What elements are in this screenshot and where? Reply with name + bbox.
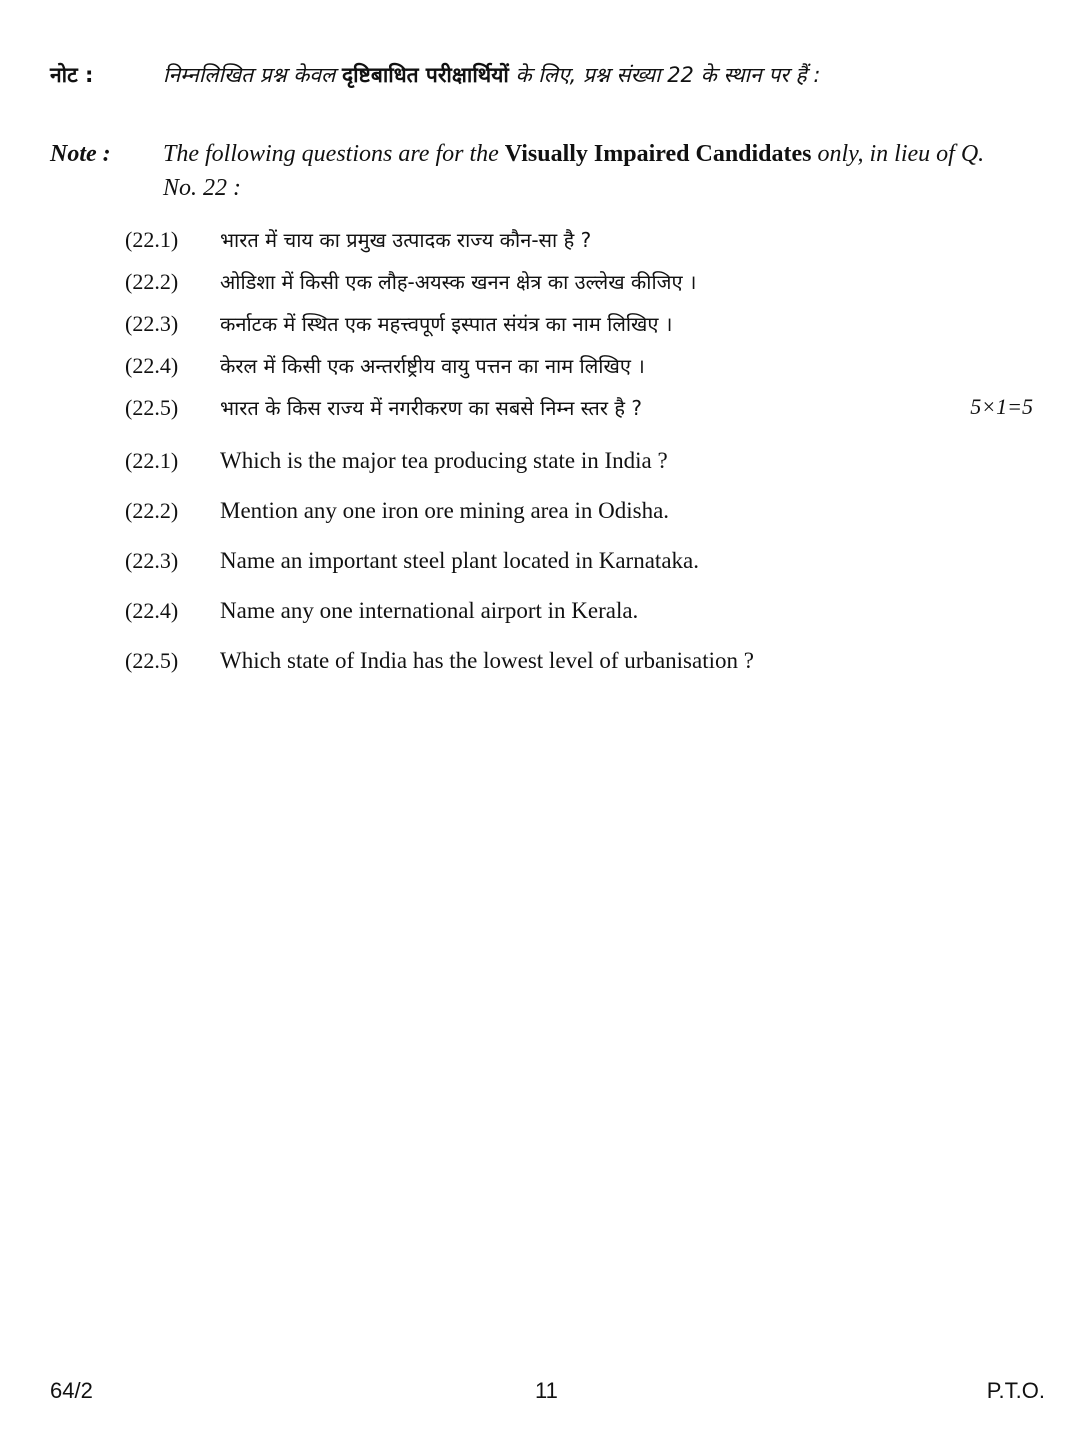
hindi-question-list <box>125 226 1045 436</box>
english-question-2 <box>125 498 1045 548</box>
hindi-question-5 <box>125 394 1045 436</box>
english-question-5 <box>125 648 1045 698</box>
question-number: (22.3) <box>125 548 179 573</box>
question-number: (22.4) <box>125 353 179 378</box>
english-question-3 <box>125 548 1045 598</box>
english-note-text <box>163 137 993 205</box>
hindi-note-label: नोट : <box>50 63 94 87</box>
page-number: 11 <box>535 1378 558 1403</box>
english-question-1 <box>125 448 1045 498</box>
question-text: Name an important steel plant located in Karnataka. <box>220 548 699 573</box>
english-note-emphasis: Visually Impaired Candidates <box>504 141 812 167</box>
marks-allocation: 5×1=5 <box>970 394 1033 419</box>
english-note-label: Note : <box>50 141 111 167</box>
question-text: Which is the major tea producing state in India ? <box>220 448 668 473</box>
question-number: (22.1) <box>125 227 179 252</box>
hindi-question-3 <box>125 310 1045 352</box>
question-number: (22.2) <box>125 498 179 523</box>
question-number: (22.1) <box>125 448 179 473</box>
english-question-4 <box>125 598 1045 648</box>
english-note <box>50 137 993 205</box>
question-number: (22.3) <box>125 311 179 336</box>
hindi-note <box>50 58 993 92</box>
question-number: (22.4) <box>125 598 179 623</box>
hindi-note-text <box>163 58 993 92</box>
hindi-question-1 <box>125 226 1045 268</box>
question-text: Name any one international airport in Kerala. <box>220 598 639 623</box>
question-text: Which state of India has the lowest level of urbanisation ? <box>220 648 754 673</box>
question-number: (22.5) <box>125 395 179 420</box>
english-note-text-end: only, in lieu of Q. No. 22 : <box>163 141 985 201</box>
question-text: केरल में किसी एक अन्तर्राष्ट्रीय वायु पत्तन का नाम लिखिए । <box>220 354 645 378</box>
english-question-list <box>125 448 1045 698</box>
hindi-note-text-end: के लिए, प्रश्न संख्या 22 के स्थान पर हैं : <box>508 63 821 87</box>
question-text: भारत के किस राज्य में नगरीकरण का सबसे निम्न स्तर है ? <box>220 396 642 420</box>
paper-code: 64/2 <box>50 1378 93 1403</box>
question-text: कर्नाटक में स्थित एक महत्त्वपूर्ण इस्पात संयंत्र का नाम लिखिए । <box>220 312 673 336</box>
hindi-question-2 <box>125 268 1045 310</box>
question-text: Mention any one iron ore mining area in Odisha. <box>220 498 670 523</box>
english-note-text-start: The following questions are for the <box>163 141 505 167</box>
question-number: (22.2) <box>125 269 179 294</box>
hindi-note-text-start: निम्नलिखित प्रश्न केवल <box>163 63 342 87</box>
pto-label: P.T.O. <box>986 1378 1045 1403</box>
question-number: (22.5) <box>125 648 179 673</box>
hindi-question-4 <box>125 352 1045 394</box>
hindi-note-emphasis: दृष्टिबाधित परीक्षार्थियों <box>341 63 509 87</box>
question-text: ओडिशा में किसी एक लौह-अयस्क खनन क्षेत्र का उल्लेख कीजिए । <box>220 270 697 294</box>
question-text: भारत में चाय का प्रमुख उत्पादक राज्य कौन-सा है ? <box>220 228 592 252</box>
